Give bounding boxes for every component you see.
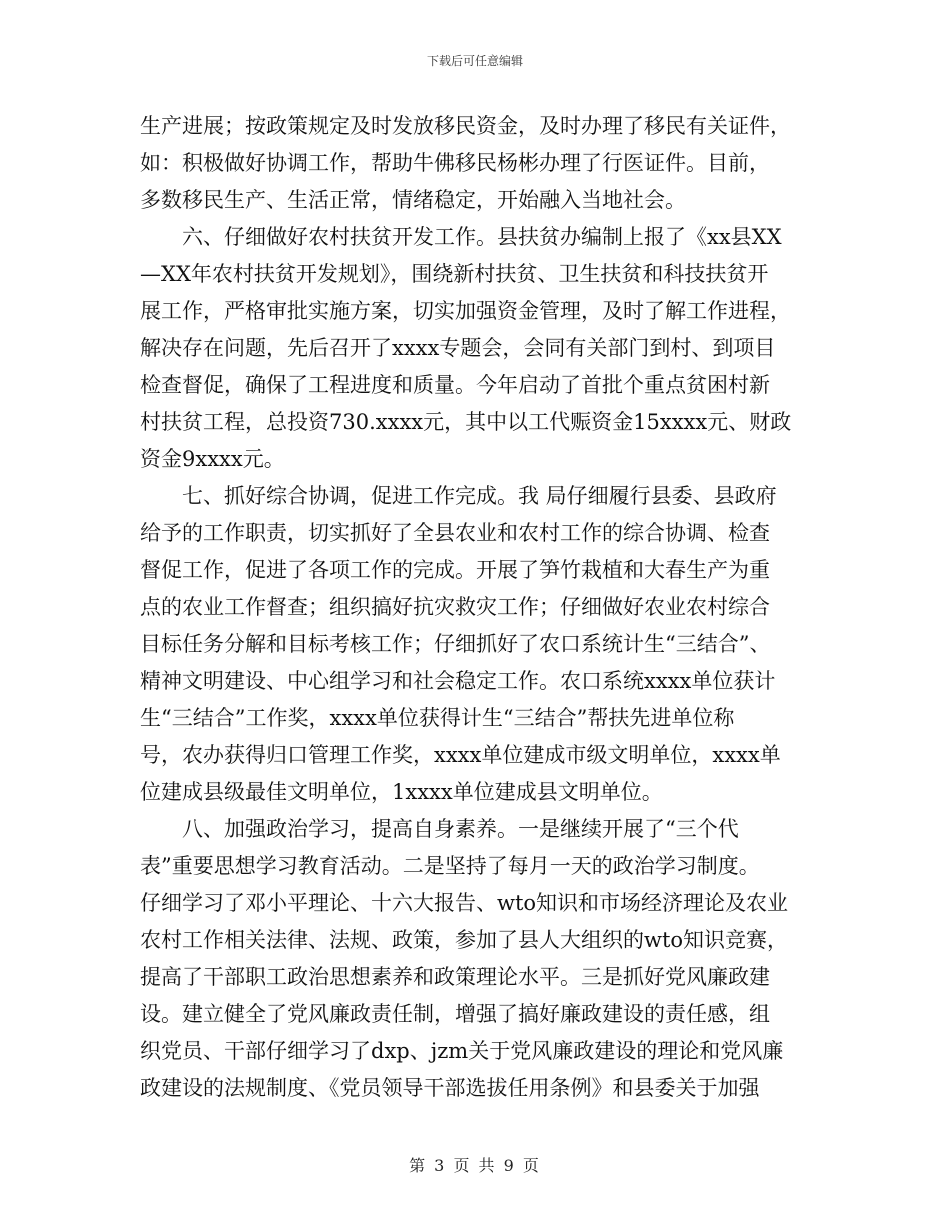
text-line: 生“三结合”工作奖，xxxx单位获得计生“三结合”帮扶先进单位称 — [140, 706, 735, 730]
text-line: 检查督促，确保了工程进度和质量。今年启动了首批个重点贫困村新 — [140, 373, 770, 397]
text-line: —XX年农村扶贫开发规划》，围绕新村扶贫、卫生扶贫和科技扶贫开 — [140, 262, 769, 286]
document-body — [140, 108, 812, 1107]
text-line: 农村工作相关法律、法规、政策，参加了县人大组织的wto知识竞赛， — [140, 928, 789, 952]
text-line: 村扶贫工程，总投资730.xxxx元，其中以工代赈资金15xxxx元、财政 — [140, 410, 792, 434]
text-line: 设。建立健全了党风廉政责任制，增强了搞好廉政建设的责任感，组 — [140, 1002, 770, 1026]
text-line: 六、仔细做好农村扶贫开发工作。县扶贫办编制上报了《xx县XX — [182, 225, 782, 249]
text-line: 督促工作，促进了各项工作的完成。开展了笋竹栽植和大春生产为重 — [140, 558, 770, 582]
text-line: 点的农业工作督查；组织搞好抗灾救灾工作；仔细做好农业农村综合 — [140, 595, 770, 619]
text-line: 目标任务分解和目标考核工作；仔细抓好了农口系统计生“三结合”、 — [140, 632, 771, 656]
text-line: 位建成县级最佳文明单位，1xxxx单位建成县文明单位。 — [140, 780, 663, 804]
text-line: 表”重要思想学习教育活动。二是坚持了每月一天的政治学习制度。 — [140, 854, 760, 878]
text-line: 织党员、干部仔细学习了dxp、jzm关于党风廉政建设的理论和党风廉 — [140, 1039, 784, 1063]
text-line: 解决存在问题，先后召开了xxxx专题会，会同有关部门到村、到项目 — [140, 336, 776, 360]
text-line: 如：积极做好协调工作，帮助牛佛移民杨彬办理了行医证件。目前， — [140, 151, 770, 175]
text-line: 资金9xxxx元。 — [140, 447, 285, 471]
text-line: 生产进展；按政策规定及时发放移民资金，及时办理了移民有关证件， — [140, 114, 791, 138]
text-line: 精神文明建设、中心组学习和社会稳定工作。农口系统xxxx单位获计 — [140, 669, 776, 693]
text-line: 给予的工作职责，切实抓好了全县农业和农村工作的综合协调、检查 — [140, 521, 770, 545]
text-line: 号，农办获得归口管理工作奖，xxxx单位建成市级文明单位，xxxx单 — [140, 743, 781, 767]
text-line: 展工作，严格审批实施方案，切实加强资金管理，及时了解工作进程， — [140, 299, 791, 323]
text-line: 提高了干部职工政治思想素养和政策理论水平。三是抓好党风廉政建 — [140, 965, 770, 989]
text-line: 政建设的法规制度、《党员领导干部选拔任用条例》和县委关于加强 — [140, 1076, 760, 1100]
text-line: 八、加强政治学习，提高自身素养。一是继续开展了“三个代 — [182, 817, 739, 841]
page-number: 第 3 页 共 9 页 — [409, 1156, 541, 1175]
text-line: 多数移民生产、生活正常，情绪稳定，开始融入当地社会。 — [140, 188, 686, 212]
text-line: 七、抓好综合协调，促进工作完成。我 局仔细履行县委、县政府 — [182, 484, 777, 508]
text-line: 仔细学习了邓小平理论、十六大报告、wto知识和市场经济理论及农业 — [140, 891, 789, 915]
page-header-note: 下载后可任意编辑 — [426, 54, 523, 68]
